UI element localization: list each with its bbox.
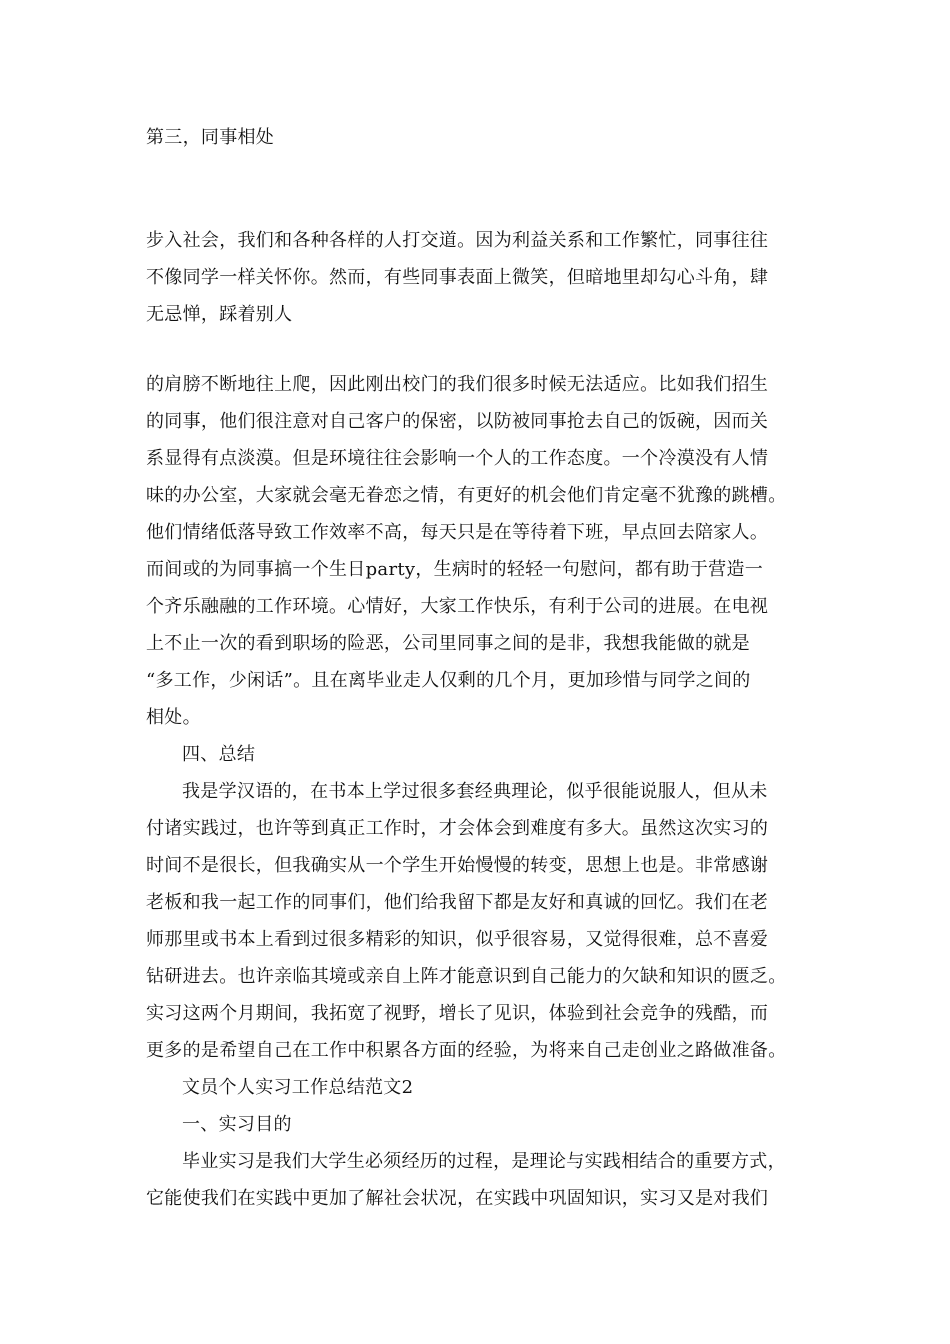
text-line: 相处。 <box>146 707 201 728</box>
heading-summary: 四、总结 <box>182 744 256 765</box>
text-line: 时间不是很长，但我确实从一个学生开始慢慢的转变，思想上也是。非常感谢 <box>146 855 769 876</box>
section-heading-block <box>146 120 806 156</box>
text-line: 我是学汉语的，在书本上学过很多套经典理论，似乎很能说服人，但从未 <box>182 781 768 802</box>
text-line: 付诸实践过，也许等到真正工作时，才会体会到难度有多大。虽然这次实习的 <box>146 818 769 839</box>
text-line: 不像同学一样关怀你。然而，有些同事表面上微笑，但暗地里却勾心斗角，肆 <box>146 267 769 288</box>
paragraph-colleagues-intro <box>146 222 806 333</box>
doc-title-2: 文员个人实习工作总结范文2 <box>182 1077 414 1098</box>
text-line: 毕业实习是我们大学生必须经历的过程，是理论与实践相结合的重要方式， <box>182 1151 786 1172</box>
main-text-block <box>146 366 806 1217</box>
text-line: 个齐乐融融的工作环境。心情好，大家工作快乐，有利于公司的进展。在电视 <box>146 596 769 617</box>
text-line: 系显得有点淡漠。但是环境往往会影响一个人的工作态度。一个冷漠没有人情 <box>146 448 769 469</box>
text-line: 更多的是希望自己在工作中积累各方面的经验，为将来自己走创业之路做准备。 <box>146 1040 787 1061</box>
text-line: 钻研进去。也许亲临其境或亲自上阵才能意识到自己能力的欠缺和知识的匮乏。 <box>146 966 787 987</box>
section-heading: 第三，同事相处 <box>146 127 275 148</box>
text-line: 师那里或书本上看到过很多精彩的知识，似乎很容易，又觉得很难，总不喜爱 <box>146 929 769 950</box>
text-line: “多工作，少闲话”。且在离毕业走人仅剩的几个月，更加珍惜与同学之间的 <box>146 670 751 691</box>
text-line: 实习这两个月期间，我拓宽了视野，增长了见识，体验到社会竞争的残酷，而 <box>146 1003 769 1024</box>
text-line: 老板和我一起工作的同事们，他们给我留下都是友好和真诚的回忆。我们在老 <box>146 892 769 913</box>
text-line: 步入社会，我们和各种各样的人打交道。因为利益关系和工作繁忙，同事往往 <box>146 230 769 251</box>
text-line: 的肩膀不断地往上爬，因此刚出校门的我们很多时候无法适应。比如我们招生 <box>146 374 769 395</box>
text-line: 而间或的为同事搞一个生日party，生病时的轻轻一句慰问，都有助于营造一 <box>146 559 764 580</box>
heading-purpose: 一、实习目的 <box>182 1114 292 1135</box>
text-line: 无忌惮，踩着别人 <box>146 304 293 325</box>
text-line: 上不止一次的看到职场的险恶，公司里同事之间的是非，我想我能做的就是 <box>146 633 750 654</box>
text-line: 味的办公室，大家就会毫无眷恋之情，有更好的机会他们肯定毫不犹豫的跳槽。 <box>146 485 787 506</box>
text-line: 的同事，他们很注意对自己客户的保密，以防被同事抢去自己的饭碗，因而关 <box>146 411 769 432</box>
text-line: 他们情绪低落导致工作效率不高，每天只是在等待着下班，早点回去陪家人。 <box>146 522 769 543</box>
text-line: 它能使我们在实践中更加了解社会状况，在实践中巩固知识，实习又是对我们 <box>146 1188 769 1209</box>
